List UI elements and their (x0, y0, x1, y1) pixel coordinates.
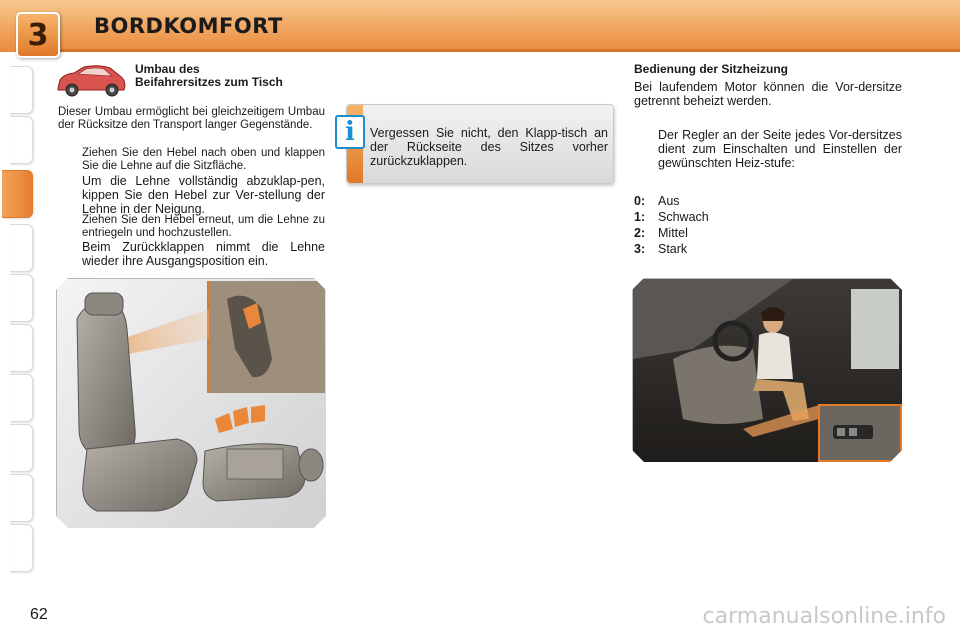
car-icon (54, 62, 128, 98)
watermark: carmanualsonline.info (702, 604, 946, 629)
bullet2-text: Ziehen Sie den Hebel erneut, um die Lehne zu entriegeln und hochzustellen. (82, 214, 325, 239)
chapter-tab-2[interactable] (10, 116, 33, 164)
setting-key: 2: (634, 226, 646, 240)
bullet1-note: Um die Lehne vollständig abzuklap-pen, kippen Sie den Hebel zur Ver-stellung der Lehne in der Neigung. (82, 174, 325, 216)
bullet2-note: Beim Zurückklappen nimmt die Lehne wieder ihre Ausgangsposition ein. (82, 240, 325, 268)
bullet1-text: Ziehen Sie den Hebel nach oben und klappen Sie die Lehne auf die Sitzfläche. (82, 147, 325, 172)
info-note-text: Vergessen Sie nicht, den Klapp-tisch an der Rückseite des Sitzes vorher zurückzuklappen. (370, 126, 608, 168)
chapter-tab-8[interactable] (10, 424, 33, 472)
section-title-line2: Beifahrersitzes zum Tisch (135, 75, 283, 89)
setting-value: Mittel (658, 226, 688, 240)
heat-setting-2 (634, 226, 688, 240)
chapter-tab-10[interactable] (10, 524, 33, 572)
info-icon: i (335, 115, 365, 149)
heating-bullet-text: Der Regler an der Seite jedes Vor-dersitzes dient zum Einschalten und Einstellen der gewünschten Heiz-stufe: (658, 128, 902, 170)
chapter-tab-7[interactable] (10, 374, 33, 422)
chapter-tab-1[interactable] (10, 66, 33, 114)
setting-key: 0: (634, 194, 646, 208)
page-number: 62 (30, 606, 48, 623)
heat-setting-0 (634, 194, 680, 208)
heat-setting-3 (634, 242, 687, 256)
setting-value: Stark (658, 242, 688, 256)
chapter-tab-4[interactable] (10, 224, 33, 272)
setting-key: 3: (634, 242, 646, 256)
heat-setting-1 (634, 210, 709, 224)
seat-folding-illustration (56, 278, 328, 530)
chapter-number: 3 (27, 17, 49, 53)
intro-paragraph: Dieser Umbau ermöglicht bei gleichzeitigem Umbau der Rücksitze den Transport langer Gegenstände. (58, 106, 325, 131)
section-title-line1: Umbau des (135, 62, 200, 76)
chapter-tab-9[interactable] (10, 474, 33, 522)
heating-title: Bedienung der Sitzheizung (634, 62, 789, 76)
chapter-number-badge (16, 12, 60, 58)
seat-illustration-graphic (57, 279, 327, 529)
interior-illustration-graphic (633, 279, 903, 463)
chapter-tab-3-active[interactable] (2, 170, 33, 218)
chapter-tabs (0, 66, 34, 576)
setting-key: 1: (634, 210, 646, 224)
setting-value: Schwach (658, 210, 709, 224)
header-underline (52, 49, 960, 52)
car-interior-illustration (632, 278, 904, 464)
page-title: BORDKOMFORT (94, 14, 283, 38)
heating-intro: Bei laufendem Motor können die Vor-dersitze getrennt beheizt werden. (634, 80, 902, 108)
setting-value: Aus (658, 194, 680, 208)
chapter-tab-6[interactable] (10, 324, 33, 372)
chapter-tab-5[interactable] (10, 274, 33, 322)
